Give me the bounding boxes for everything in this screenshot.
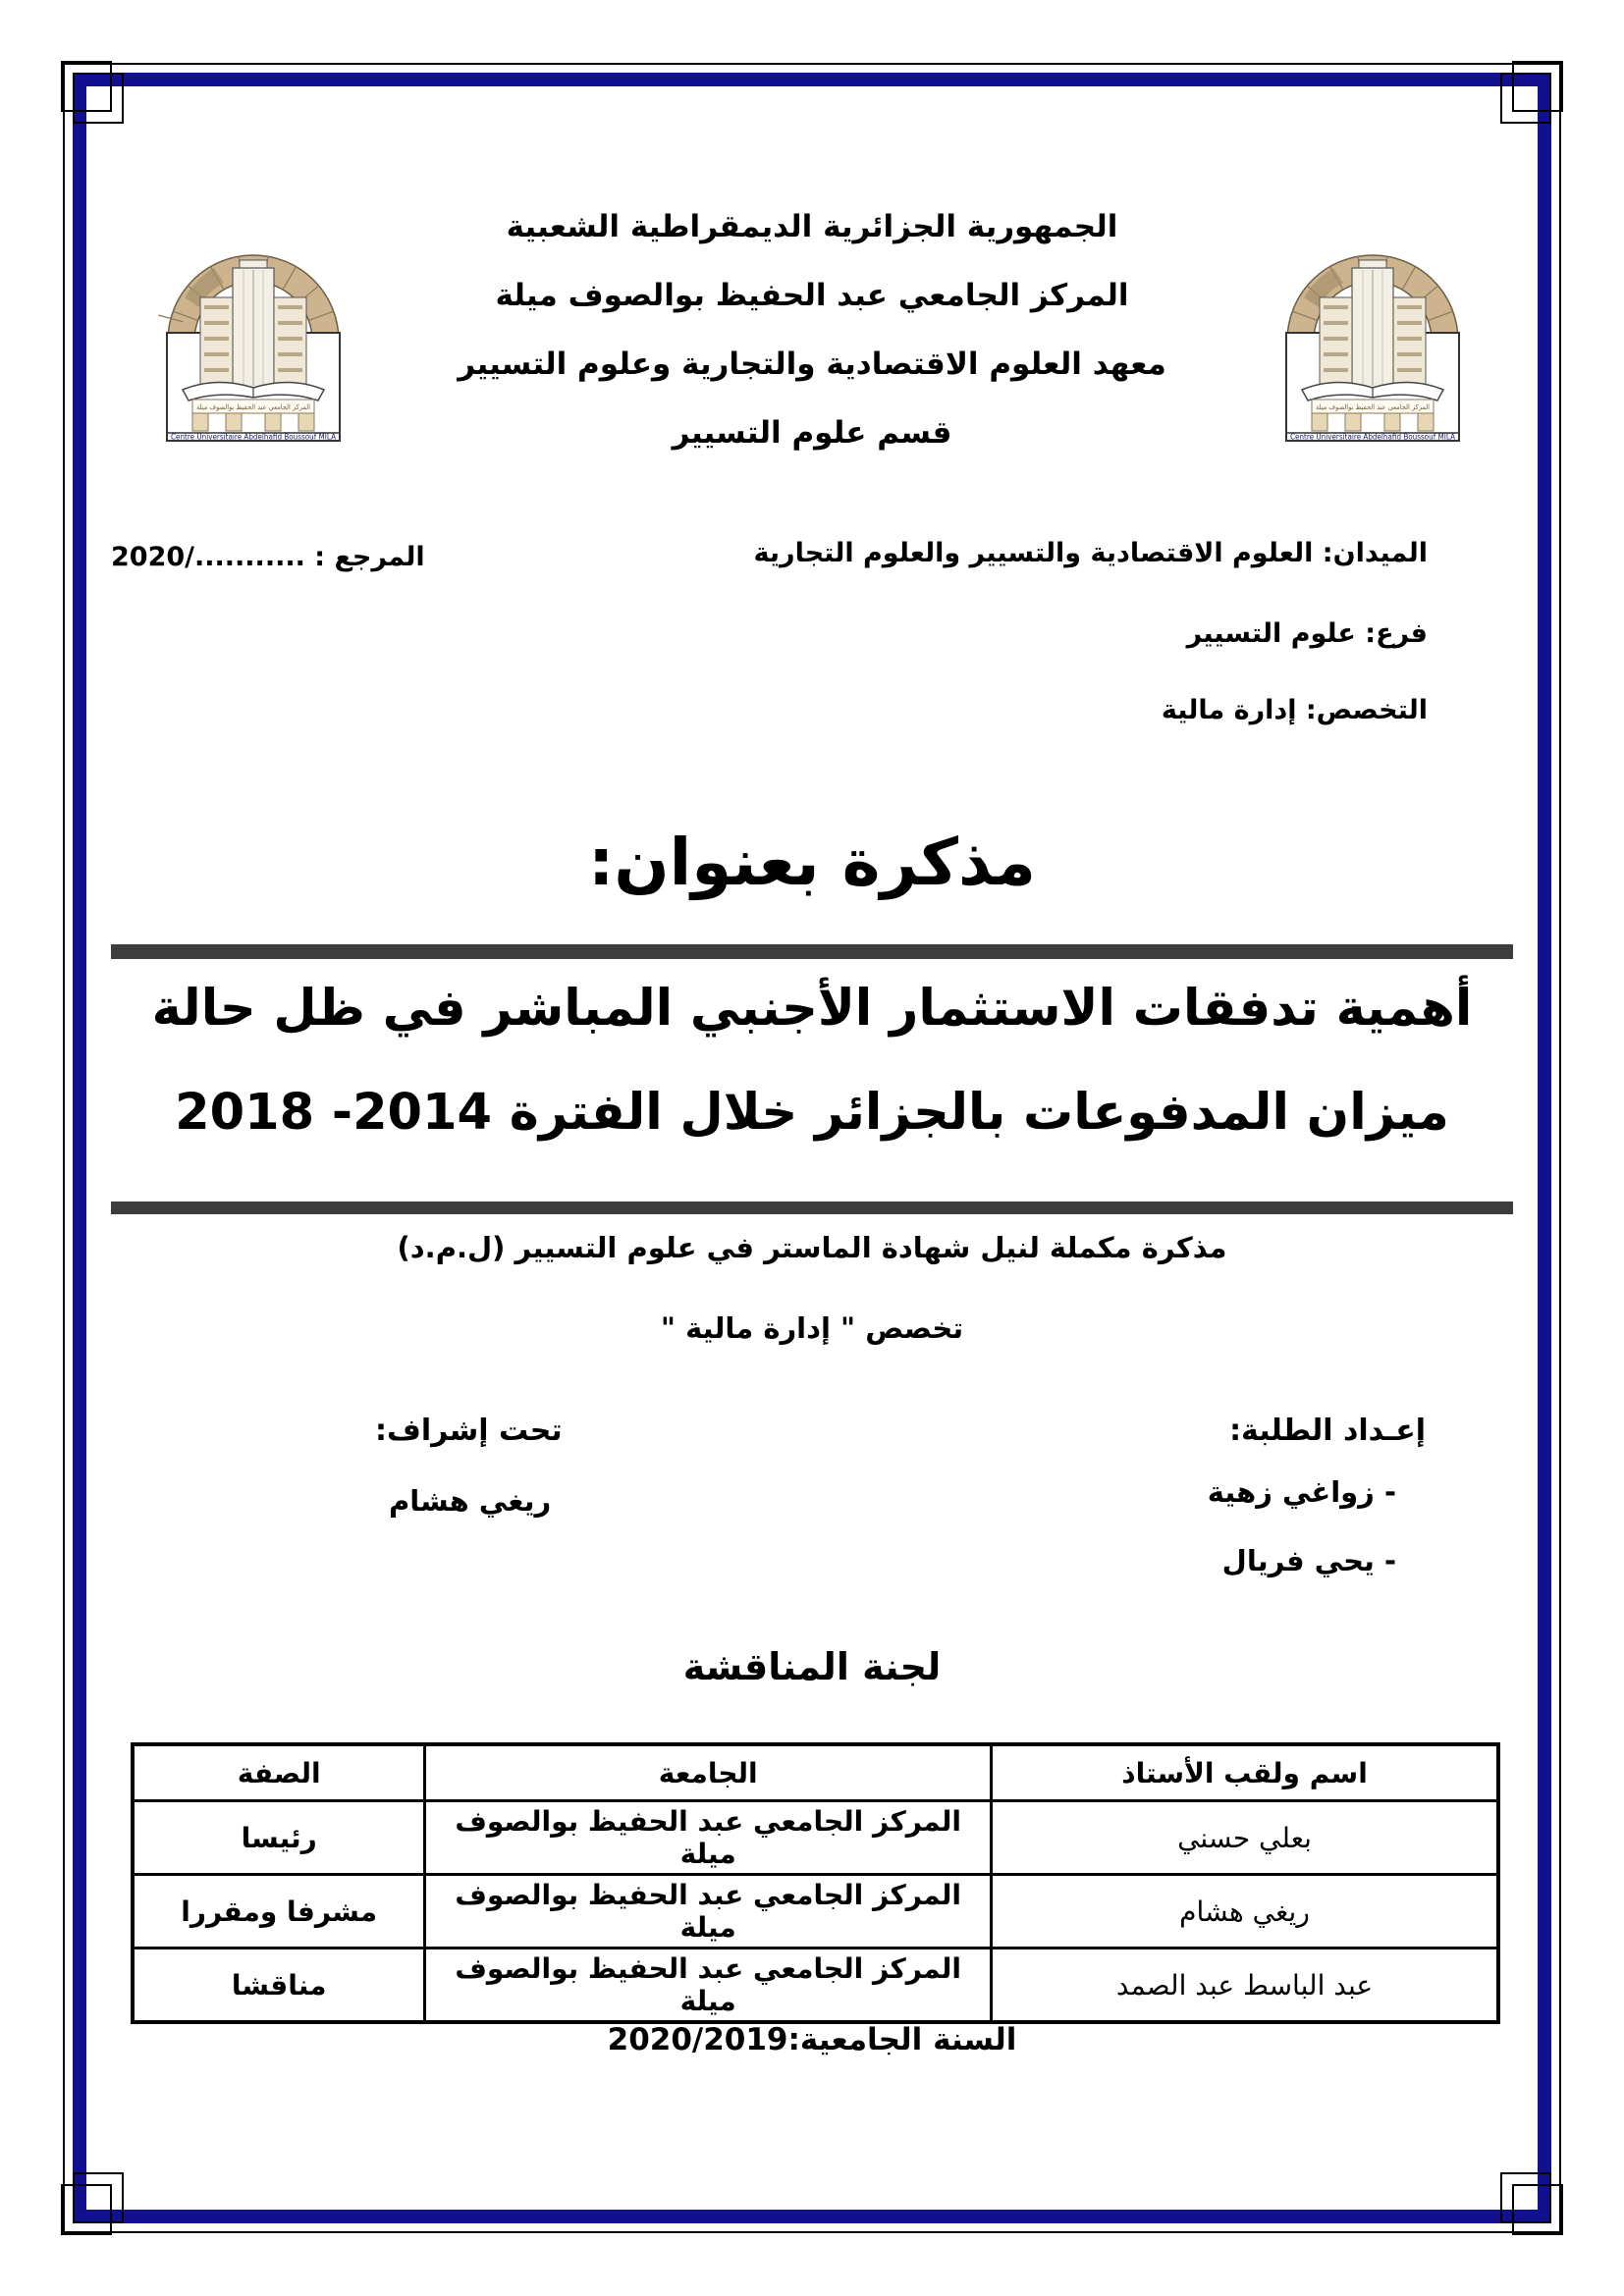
border-corner-ornament <box>73 73 124 124</box>
field-line: الميدان: العلوم الاقتصادية والتسيير والعلوم التجارية <box>753 538 1428 568</box>
committee-heading: لجنة المناقشة <box>682 1645 942 1688</box>
logo-banner-arabic-text: المركز الجامعي عبد الحفيظ بوالصوف ميلة <box>1316 403 1431 411</box>
table-row <box>133 1801 1498 1875</box>
students-label: إعـداد الطلبة: <box>1229 1414 1426 1448</box>
specialty-subtitle: تخصص " إدارة مالية " <box>660 1311 964 1345</box>
professor-name: بعلي حسني <box>992 1801 1498 1875</box>
professor-name: ريغي هشام <box>992 1875 1498 1949</box>
degree-subtitle: مذكرة مكملة لنيل شهادة الماستر في علوم التسيير (ل.م.د) <box>397 1231 1227 1264</box>
committee-table <box>131 1742 1500 2024</box>
department-line: قسم علوم التسيير <box>672 415 952 451</box>
university-logo-left <box>155 239 352 449</box>
role-cell: رئيسا <box>133 1801 425 1875</box>
border-corner-ornament <box>73 2172 124 2223</box>
thesis-title-line1: أهمية تدفقات الاستثمار الأجنبي المباشر في ظل حالة <box>151 980 1473 1038</box>
logo-latin-text: Centre Universitaire Abdelhafid Boussouf MILA <box>1290 432 1456 442</box>
university-logo-graphic <box>155 239 352 449</box>
logo-latin-text: Centre Universitaire Abdelhafid Boussouf MILA <box>171 432 337 442</box>
center-line: المركز الجامعي عبد الحفيظ بوالصوف ميلة <box>495 278 1129 313</box>
border-corner-ornament <box>1500 2172 1551 2223</box>
university-cell: المركز الجامعي عبد الحفيظ بوالصوف ميلة <box>425 1949 992 2023</box>
reference-line: المرجع : .........../2020 <box>111 542 425 572</box>
role-cell: مناقشا <box>133 1949 425 2023</box>
branch-line: فرع: علوم التسيير <box>1186 618 1428 649</box>
university-cell: المركز الجامعي عبد الحفيظ بوالصوف ميلة <box>425 1801 992 1875</box>
logo-banner-arabic-text: المركز الجامعي عبد الحفيظ بوالصوف ميلة <box>196 403 311 411</box>
column-header-professor: اسم ولقب الأستاذ <box>992 1744 1498 1801</box>
table-header-row <box>133 1744 1498 1801</box>
student-name: - يحي فريال <box>1221 1544 1396 1577</box>
title-divider-top <box>111 944 1513 959</box>
academic-year: السنة الجامعية:2020/2019 <box>607 2022 1017 2057</box>
table-row <box>133 1875 1498 1949</box>
supervisor-name: ريغي هشام <box>389 1484 552 1518</box>
university-logo-graphic <box>1274 239 1471 449</box>
column-header-role: الصفة <box>133 1744 425 1801</box>
column-header-university: الجامعة <box>425 1744 992 1801</box>
university-logo-right <box>1274 239 1471 449</box>
table-row <box>133 1949 1498 2023</box>
border-corner-ornament <box>1500 73 1551 124</box>
student-name: - زواغي زهية <box>1207 1475 1396 1509</box>
supervisor-label: تحت إشراف: <box>375 1414 563 1448</box>
specialty-line: التخصص: إدارة مالية <box>1161 695 1428 725</box>
thesis-title-line2: ميزان المدفوعات بالجزائر خلال الفترة 2014- 2018 <box>175 1084 1449 1142</box>
republic-line: الجمهورية الجزائرية الديمقراطية الشعبية <box>506 209 1118 244</box>
role-cell: مشرفا ومقررا <box>133 1875 425 1949</box>
memo-heading: مذكرة بعنوان: <box>587 825 1037 900</box>
university-cell: المركز الجامعي عبد الحفيظ بوالصوف ميلة <box>425 1875 992 1949</box>
institute-line: معهد العلوم الاقتصادية والتجارية وعلوم التسيير <box>458 347 1166 382</box>
institution-header <box>321 192 1303 467</box>
professor-name: عبد الباسط عبد الصمد <box>992 1949 1498 2023</box>
title-divider-bottom <box>111 1201 1513 1214</box>
